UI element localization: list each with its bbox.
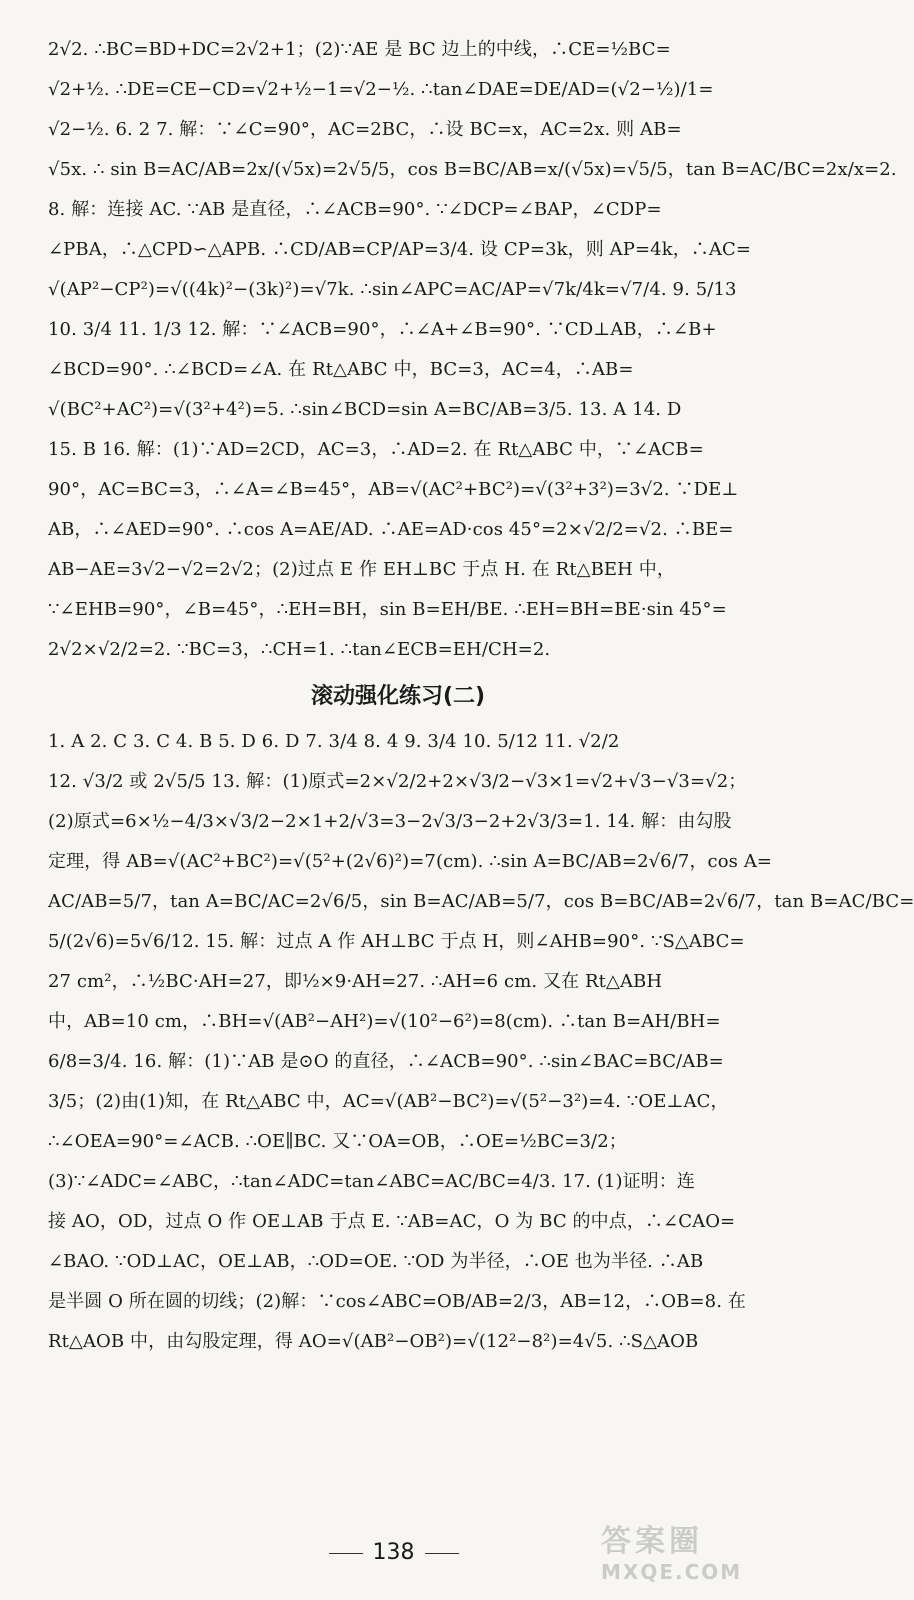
watermark-bottom: MXQE.COM — [601, 1560, 743, 1584]
answer-line: 5/(2√6)=5√6/12. 15. 解：过点 A 作 AH⊥BC 于点 H，则∠AHB=90°. ∵S△ABC= — [48, 931, 745, 952]
answer-line: 2√2×√2/2=2. ∵BC=3，∴CH=1. ∴tan∠ECB=EH/CH=2. — [48, 639, 551, 660]
answer-line: √2−½. 6. 2 7. 解：∵∠C=90°，AC=2BC，∴设 BC=x，AC=2x. 则 AB= — [48, 119, 682, 140]
answer-line: 90°，AC=BC=3，∴∠A=∠B=45°，AB=√(AC²+BC²)=√(3²+3²)=3√2. ∵DE⊥ — [48, 479, 739, 500]
answers-part-1 — [48, 30, 897, 670]
answer-line: 15. B 16. 解：(1)∵AD=2CD，AC=3，∴AD=2. 在 Rt△ABC 中，∵∠ACB= — [48, 439, 704, 460]
answer-line: AB−AE=3√2−√2=2√2；(2)过点 E 作 EH⊥BC 于点 H. 在 Rt△BEH 中， — [48, 559, 675, 580]
answer-line: ∵∠EHB=90°，∠B=45°，∴EH=BH，sin B=EH/BE. ∴EH=BH=BE·sin 45°= — [48, 599, 727, 620]
footer-dash-left — [329, 1553, 363, 1554]
answer-line: 3/5；(2)由(1)知，在 Rt△ABC 中，AC=√(AB²−BC²)=√(5²−3²)=4. ∵OE⊥AC， — [48, 1091, 729, 1112]
answer-line: √5x. ∴ sin B=AC/AB=2x/(√5x)=2√5/5，cos B=BC/AB=x/(√5x)=√5/5，tan B=AC/BC=2x/x=2. — [48, 159, 897, 180]
answer-line: Rt△AOB 中，由勾股定理，得 AO=√(AB²−OB²)=√(12²−8²)=4√5. ∴S△AOB — [48, 1331, 699, 1352]
answer-line: 1. A 2. C 3. C 4. B 5. D 6. D 7. 3/4 8. 4 9. 3/4 10. 5/12 11. √2/2 — [48, 731, 620, 752]
answer-line: 中，AB=10 cm，∴BH=√(AB²−AH²)=√(10²−6²)=8(cm). ∴tan B=AH/BH= — [48, 1011, 721, 1032]
answer-line: √(AP²−CP²)=√((4k)²−(3k)²)=√7k. ∴sin∠APC=AC/AP=√7k/4k=√7/4. 9. 5/13 — [48, 279, 737, 300]
answer-line: (2)原式=6×½−4/3×√3/2−2×1+2/√3=3−2√3/3−2+2√3/3=1. 14. 解：由勾股 — [48, 811, 732, 832]
answer-line: 10. 3/4 11. 1/3 12. 解：∵∠ACB=90°，∴∠A+∠B=90°. ∵CD⊥AB，∴∠B+ — [48, 319, 717, 340]
footer-dash-right — [425, 1553, 459, 1554]
page-number: 138 — [372, 1540, 415, 1565]
answer-line: ∠BCD=90°. ∴∠BCD=∠A. 在 Rt△ABC 中，BC=3，AC=4，∴AB= — [48, 359, 634, 380]
answer-line: √(BC²+AC²)=√(3²+4²)=5. ∴sin∠BCD=sin A=BC/AB=3/5. 13. A 14. D — [48, 399, 682, 420]
answer-line: 定理，得 AB=√(AC²+BC²)=√(5²+(2√6)²)=7(cm). ∴sin A=BC/AB=2√6/7，cos A= — [48, 851, 773, 872]
answer-line: 8. 解：连接 AC. ∵AB 是直径，∴∠ACB=90°. ∵∠DCP=∠BAP，∠CDP= — [48, 199, 662, 220]
watermark-logo — [601, 1516, 771, 1586]
answer-line: AB，∴∠AED=90°. ∴cos A=AE/AD. ∴AE=AD·cos 45°=2×√2/2=√2. ∴BE= — [48, 519, 734, 540]
answer-line: ∴∠OEA=90°=∠ACB. ∴OE∥BC. 又∵OA=OB，∴OE=½BC=3/2； — [48, 1131, 627, 1152]
answer-line: ∠PBA，∴△CPD∽△APB. ∴CD/AB=CP/AP=3/4. 设 CP=3k，则 AP=4k，∴AC= — [48, 239, 752, 260]
section-heading: 滚动强化练习(二) — [310, 684, 486, 709]
answer-page — [48, 30, 914, 1362]
answer-line: (3)∵∠ADC=∠ABC，∴tan∠ADC=tan∠ABC=AC/BC=4/3. 17. (1)证明：连 — [48, 1171, 695, 1192]
answer-line: 接 AO，OD，过点 O 作 OE⊥AB 于点 E. ∵AB=AC，O 为 BC 的中点，∴∠CAO= — [48, 1211, 736, 1232]
answer-line: √2+½. ∴DE=CE−CD=√2+½−1=√2−½. ∴tan∠DAE=DE/AD=(√2−½)/1= — [48, 79, 714, 100]
answers-part-2 — [48, 722, 914, 1362]
answer-line: 27 cm²，∴½BC·AH=27，即½×9·AH=27. ∴AH=6 cm. 又在 Rt△ABH — [48, 971, 663, 992]
answer-line: ∠BAO. ∵OD⊥AC，OE⊥AB，∴OD=OE. ∵OD 为半径，∴OE 也为半径. ∴AB — [48, 1251, 704, 1272]
answer-line: AC/AB=5/7，tan A=BC/AC=2√6/5，sin B=AC/AB=5/7，cos B=BC/AB=2√6/7，tan B=AC/BC= — [48, 891, 914, 912]
answer-line: 6/8=3/4. 16. 解：(1)∵AB 是⊙O 的直径，∴∠ACB=90°. ∴sin∠BAC=BC/AB= — [48, 1051, 724, 1072]
answer-line: 2√2. ∴BC=BD+DC=2√2+1；(2)∵AE 是 BC 边上的中线，∴CE=½BC= — [48, 39, 671, 60]
watermark-top: 答案圈 — [601, 1524, 703, 1559]
answer-line: 12. √3/2 或 2√5/5 13. 解：(1)原式=2×√2/2+2×√3/2−√3×1=√2+√3−√3=√2； — [48, 771, 747, 792]
answer-line: 是半圆 O 所在圆的切线；(2)解：∵cos∠ABC=OB/AB=2/3，AB=12，∴OB=8. 在 — [48, 1291, 746, 1312]
